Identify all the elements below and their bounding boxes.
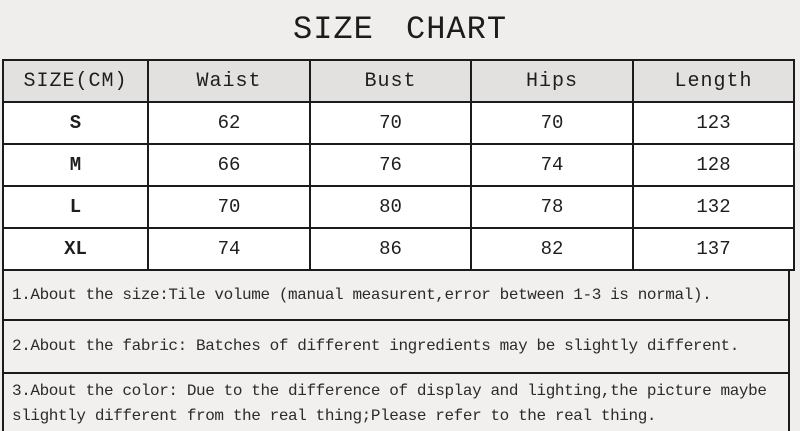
table-header-row [3, 60, 794, 102]
bust-value: 80 [310, 186, 471, 228]
notes-section [2, 271, 790, 431]
table-row-xl [3, 228, 794, 270]
column-header-length: Length [633, 60, 794, 102]
note-text: 3.About the color: Due to the difference of display and lighting,the picture maybe [12, 381, 767, 400]
note-text: 2.About the fabric: Batches of different ingredients may be slightly different. [12, 337, 739, 355]
bust-value: 76 [310, 144, 471, 186]
size-table [2, 59, 795, 271]
table-row-s [3, 102, 794, 144]
note-about-color [4, 372, 788, 431]
waist-value: 74 [148, 228, 310, 270]
length-value: 123 [633, 102, 794, 144]
size-label: S [3, 102, 148, 144]
title-band [0, 0, 800, 59]
hips-value: 82 [471, 228, 633, 270]
table-row-m [3, 144, 794, 186]
note-text: slightly different from the real thing;Please refer to the real thing. [12, 406, 657, 425]
waist-value: 62 [148, 102, 310, 144]
size-label: M [3, 144, 148, 186]
length-value: 128 [633, 144, 794, 186]
bust-value: 86 [310, 228, 471, 270]
bust-value: 70 [310, 102, 471, 144]
page-title: SIZE CHART [292, 11, 508, 48]
note-text: 1.About the size:Tile volume (manual measurent,error between 1-3 is normal). [12, 285, 712, 304]
column-header-bust: Bust [310, 60, 471, 102]
waist-value: 66 [148, 144, 310, 186]
column-header-waist: Waist [148, 60, 310, 102]
size-label: XL [3, 228, 148, 270]
length-value: 137 [633, 228, 794, 270]
note-about-size [4, 271, 788, 319]
size-label: L [3, 186, 148, 228]
column-header-size: SIZE(CM) [3, 60, 148, 102]
note-about-fabric [4, 319, 788, 372]
table-row-l [3, 186, 794, 228]
hips-value: 70 [471, 102, 633, 144]
length-value: 132 [633, 186, 794, 228]
hips-value: 74 [471, 144, 633, 186]
column-header-hips: Hips [471, 60, 633, 102]
hips-value: 78 [471, 186, 633, 228]
waist-value: 70 [148, 186, 310, 228]
